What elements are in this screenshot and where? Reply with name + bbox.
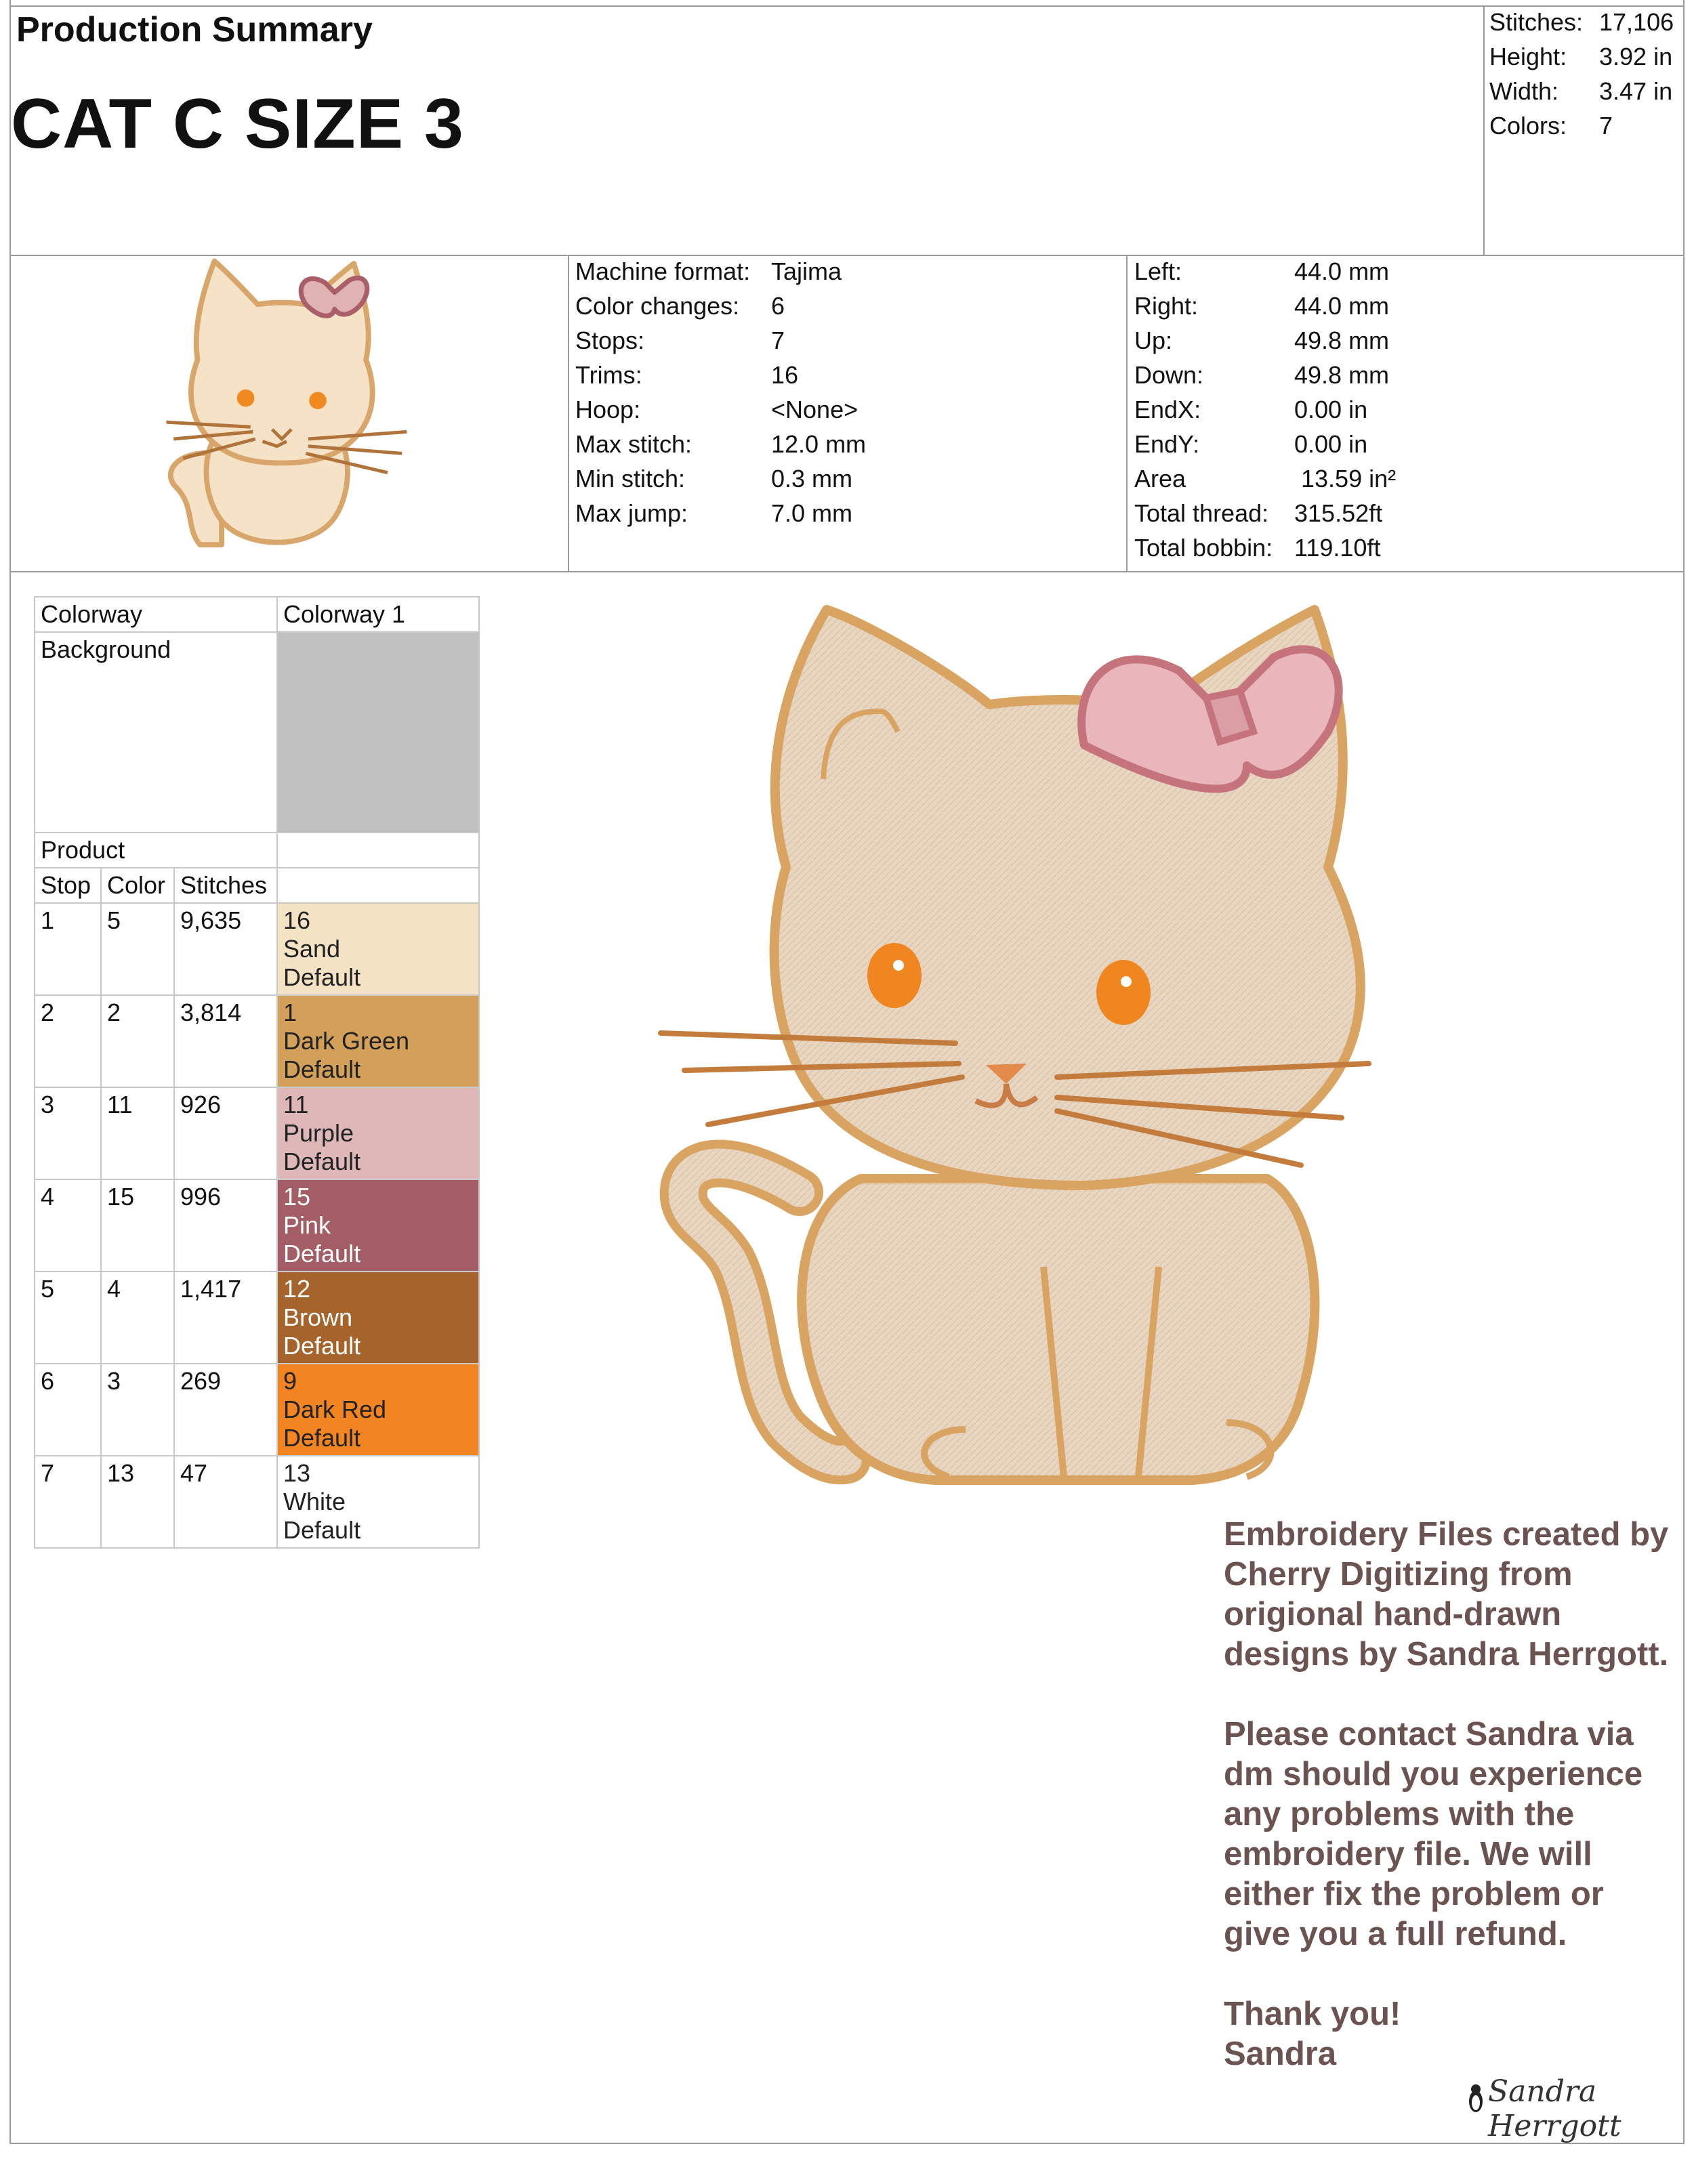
stat-label: Stitches: xyxy=(1489,8,1584,36)
stat-label: Width: xyxy=(1489,77,1559,105)
author-note xyxy=(1224,1515,1671,2074)
thread-swatch xyxy=(277,1272,479,1364)
dim-value: 49.8 mm xyxy=(1294,361,1390,389)
stat-label: Colors: xyxy=(1489,112,1567,140)
info-value: 16 xyxy=(771,361,799,389)
note-paragraph: Embroidery Files created by Cherry Digitizing from origional hand-drawn designs by Sandra Herrgott. xyxy=(1224,1516,1669,1673)
thread-name: Pink xyxy=(283,1211,331,1239)
dim-value: 315.52ft xyxy=(1294,499,1383,527)
thread-name: White xyxy=(283,1488,346,1515)
frame-bottom xyxy=(9,2143,1685,2144)
info-label: Max stitch: xyxy=(575,430,693,458)
info-label: Color changes: xyxy=(575,292,740,320)
color-cell: 2 xyxy=(101,995,174,1087)
dim-value: 49.8 mm xyxy=(1294,327,1390,354)
stat-value: 3.92 in xyxy=(1599,43,1673,70)
dim-label: Right: xyxy=(1134,292,1199,320)
thread-swatch xyxy=(277,903,479,995)
info-value: 7.0 mm xyxy=(771,499,853,527)
thread-swatch xyxy=(277,1364,479,1456)
thread-type: Default xyxy=(283,1424,361,1452)
stat-label: Height: xyxy=(1489,43,1567,70)
color-cell: 15 xyxy=(101,1179,174,1272)
thread-type: Default xyxy=(283,1516,361,1544)
colorway-header-value: Colorway 1 xyxy=(277,597,479,632)
penguin-icon xyxy=(1468,2084,1484,2117)
stitches-cell: 269 xyxy=(174,1364,277,1456)
stat-value: 17,106 xyxy=(1599,8,1674,36)
color-cell: 11 xyxy=(101,1087,174,1179)
thread-name: Sand xyxy=(283,935,341,963)
info-value: Tajima xyxy=(771,257,842,285)
info-value: 7 xyxy=(771,327,785,354)
frame-left xyxy=(9,0,11,2143)
thread-type: Default xyxy=(283,1055,361,1083)
dim-label: Left: xyxy=(1134,257,1182,285)
column-header-swatch xyxy=(277,868,479,903)
stop-cell: 5 xyxy=(35,1272,101,1364)
embroidery-preview xyxy=(596,596,1450,1558)
stop-cell: 7 xyxy=(35,1456,101,1548)
color-row xyxy=(35,1272,479,1364)
column-header-stitches: Stitches xyxy=(174,868,277,903)
dim-label: EndY: xyxy=(1134,430,1200,458)
design-name: CAT C SIZE 3 xyxy=(11,85,464,163)
stop-cell: 1 xyxy=(35,903,101,995)
thread-swatch xyxy=(277,1087,479,1179)
dim-value: 44.0 mm xyxy=(1294,257,1390,285)
color-cell: 13 xyxy=(101,1456,174,1548)
dim-label: Total bobbin: xyxy=(1134,534,1273,562)
color-cell: 3 xyxy=(101,1364,174,1456)
stop-cell: 2 xyxy=(35,995,101,1087)
summary-title: Production Summary xyxy=(16,10,373,49)
background-swatch xyxy=(277,632,479,833)
thread-code: 11 xyxy=(283,1091,309,1118)
dim-label: Area xyxy=(1134,465,1186,492)
thread-swatch xyxy=(277,995,479,1087)
thread-code: 15 xyxy=(283,1183,311,1211)
stitches-cell: 9,635 xyxy=(174,903,277,995)
info-value: <None> xyxy=(771,396,859,423)
thread-code: 12 xyxy=(283,1275,311,1303)
stitches-cell: 926 xyxy=(174,1087,277,1179)
dim-label: Down: xyxy=(1134,361,1204,389)
column-header-color: Color xyxy=(101,868,174,903)
thread-name: Brown xyxy=(283,1303,353,1331)
info-label: Max jump: xyxy=(575,499,688,527)
frame-top xyxy=(9,5,1685,7)
note-thanks: Thank you! xyxy=(1224,1996,1401,2032)
thread-type: Default xyxy=(283,1148,361,1175)
color-cell: 5 xyxy=(101,903,174,995)
color-row xyxy=(35,903,479,995)
thread-code: 1 xyxy=(283,999,297,1026)
info-value: 0.3 mm xyxy=(771,465,853,492)
dim-value: 13.59 in² xyxy=(1294,465,1397,492)
stitches-cell: 47 xyxy=(174,1456,277,1548)
frame-right xyxy=(1683,0,1685,2143)
stat-value: 7 xyxy=(1599,112,1613,140)
dim-value: 44.0 mm xyxy=(1294,292,1390,320)
stop-cell: 6 xyxy=(35,1364,101,1456)
stop-cell: 4 xyxy=(35,1179,101,1272)
info-label: Trims: xyxy=(575,361,642,389)
note-closing: Sandra xyxy=(1224,2036,1337,2072)
stitches-cell: 3,814 xyxy=(174,995,277,1087)
stitches-cell: 996 xyxy=(174,1179,277,1272)
column-header-stop: Stop xyxy=(35,868,101,903)
dim-label: Up: xyxy=(1134,327,1173,354)
note-paragraph: Please contact Sandra via dm should you experience any problems with the embroidery file. We will either fix the problem or give you a full refund. xyxy=(1224,1716,1643,1952)
color-row xyxy=(35,995,479,1087)
signature: Sandra Herrgott xyxy=(1488,2074,1621,2143)
thread-type: Default xyxy=(283,1240,361,1267)
thread-swatch xyxy=(277,1179,479,1272)
info-label: Hoop: xyxy=(575,396,641,423)
colorway-header-label: Colorway xyxy=(35,597,277,632)
dim-label: EndX: xyxy=(1134,396,1201,423)
thread-name: Dark Red xyxy=(283,1395,387,1423)
design-thumbnail xyxy=(142,256,440,569)
stop-cell: 3 xyxy=(35,1087,101,1179)
colorway-table xyxy=(34,596,480,1549)
info-value: 6 xyxy=(771,292,785,320)
info-label: Machine format: xyxy=(575,257,751,285)
thread-code: 13 xyxy=(283,1459,311,1487)
dim-label: Total thread: xyxy=(1134,499,1269,527)
thread-swatch xyxy=(277,1456,479,1548)
color-row xyxy=(35,1179,479,1272)
color-row xyxy=(35,1087,479,1179)
thread-code: 9 xyxy=(283,1367,297,1395)
stat-value: 3.47 in xyxy=(1599,77,1673,105)
info-value: 12.0 mm xyxy=(771,430,867,458)
product-label: Product xyxy=(35,833,277,868)
info-label: Stops: xyxy=(575,327,645,354)
dim-value: 0.00 in xyxy=(1294,396,1368,423)
thread-type: Default xyxy=(283,1332,361,1360)
thread-code: 16 xyxy=(283,906,311,934)
color-row xyxy=(35,1456,479,1548)
info-divider xyxy=(9,571,1685,572)
color-cell: 4 xyxy=(101,1272,174,1364)
dim-value: 119.10ft xyxy=(1294,534,1381,562)
product-value xyxy=(277,833,479,868)
thread-name: Dark Green xyxy=(283,1027,410,1055)
color-row xyxy=(35,1364,479,1456)
thread-type: Default xyxy=(283,963,361,991)
stitches-cell: 1,417 xyxy=(174,1272,277,1364)
background-label: Background xyxy=(35,632,277,833)
thread-name: Purple xyxy=(283,1119,354,1147)
machine-divider xyxy=(568,255,569,572)
info-label: Min stitch: xyxy=(575,465,686,492)
dims-divider xyxy=(1126,255,1128,572)
stats-divider xyxy=(1483,5,1485,256)
dim-value: 0.00 in xyxy=(1294,430,1368,458)
